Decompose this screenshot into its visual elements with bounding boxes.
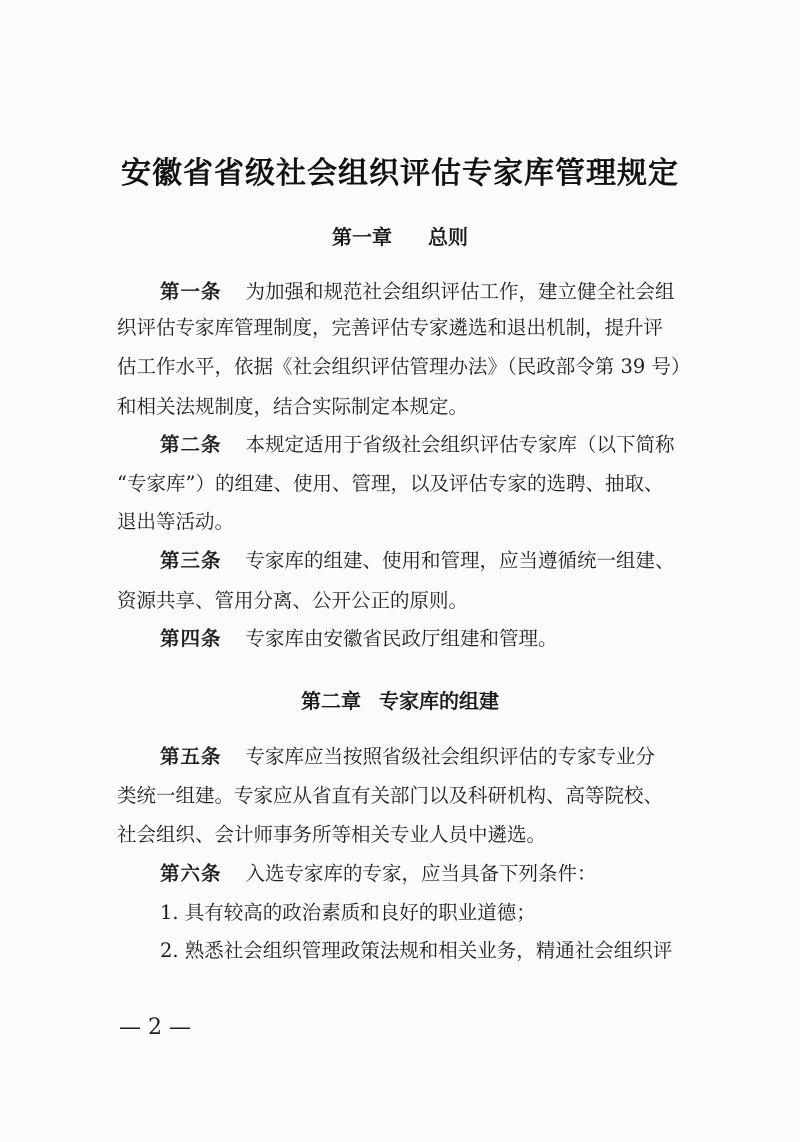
article-6-item-1: 1. 具有较高的政治素质和良好的职业道德； <box>160 901 536 924</box>
page-number: — 2 — <box>119 1015 191 1040</box>
article-1-line-1: 第一条 为加强和规范社会组织评估工作，建立健全社会组 <box>160 280 675 303</box>
article-2-line-1: 第二条 本规定适用于省级社会组织评估专家库（以下简称 <box>160 433 675 456</box>
chapter-2-heading <box>0 685 800 714</box>
article-1-line-3: 估工作水平，依据《社会组织评估管理办法》（民政部令第 39 号） <box>117 355 691 378</box>
article-6-line-1: 第六条 入选专家库的专家，应当具备下列条件： <box>160 862 597 885</box>
article-2-line-2: “专家库”）的组建、使用、管理，以及评估专家的选聘、抽取、 <box>117 472 664 495</box>
document-title: 安徽省省级社会组织评估专家库管理规定 <box>121 156 679 191</box>
article-3-line-1: 第三条 专家库的组建、使用和管理，应当遵循统一组建、 <box>160 549 675 572</box>
article-3-line-2: 资源共享、管用分离、公开公正的原则。 <box>117 589 469 612</box>
article-1-label: 第一条 <box>160 280 222 303</box>
chapter-1-name: 总则 <box>428 225 468 249</box>
article-5-label: 第五条 <box>160 745 222 768</box>
article-4-line-1: 第四条 专家库由安徽省民政厅组建和管理。 <box>160 627 558 650</box>
chapter-1-number: 第一章 <box>332 225 392 249</box>
chapter-2-name: 专家库的组建 <box>379 689 499 713</box>
article-4-label: 第四条 <box>160 627 222 650</box>
article-1-line-2: 织评估专家库管理制度，完善评估专家遴选和退出机制，提升评 <box>117 316 664 339</box>
article-2-line-3: 退出等活动。 <box>117 510 235 533</box>
chapter-1-heading <box>0 221 800 250</box>
article-6-label: 第六条 <box>160 862 222 885</box>
article-1-line-4: 和相关法规制度，结合实际制定本规定。 <box>117 395 469 418</box>
article-2-label: 第二条 <box>160 433 222 456</box>
article-5-line-3: 社会组织、会计师事务所等相关专业人员中遴选。 <box>117 823 547 846</box>
chapter-2-number: 第二章 <box>301 689 361 713</box>
article-6-item-2: 2. 熟悉社会组织管理政策法规和相关业务，精通社会组织评 <box>160 939 673 962</box>
article-5-line-2: 类统一组建。专家应从省直有关部门以及科研机构、高等院校、 <box>117 784 664 807</box>
article-3-label: 第三条 <box>160 549 222 572</box>
article-5-line-1: 第五条 专家库应当按照省级社会组织评估的专家专业分 <box>160 745 656 768</box>
